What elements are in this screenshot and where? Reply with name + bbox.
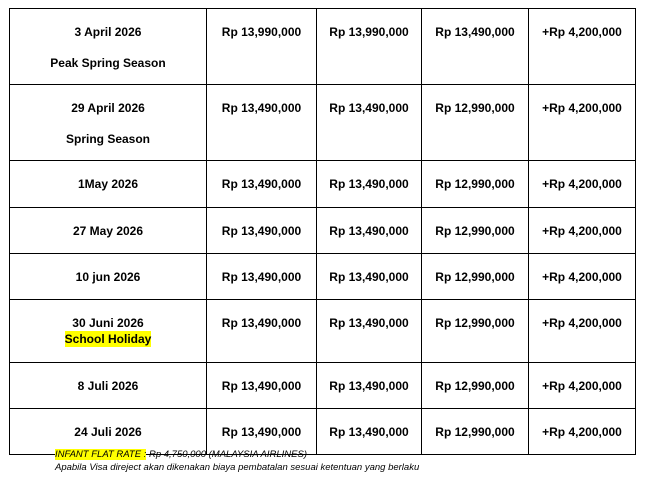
price-cell: [207, 161, 317, 208]
price-value: Rp 12,990,000: [435, 270, 515, 284]
infant-rate-note: [55, 448, 419, 461]
price-cell: [317, 85, 422, 161]
departure-date: 29 April 2026: [71, 101, 145, 115]
price-value: Rp 12,990,000: [435, 101, 515, 115]
price-cell: [422, 254, 529, 300]
price-cell: [529, 161, 636, 208]
price-cell: [422, 9, 529, 85]
price-value: Rp 13,490,000: [329, 224, 409, 238]
price-value: +Rp 4,200,000: [542, 101, 622, 115]
price-value: +Rp 4,200,000: [542, 316, 622, 330]
price-value: Rp 13,490,000: [221, 101, 302, 115]
price-cell: [529, 208, 636, 254]
price-value: Rp 13,490,000: [329, 316, 409, 330]
price-cell: [207, 300, 317, 363]
departure-date: 8 Juli 2026: [77, 379, 139, 393]
price-value: Rp 13,990,000: [221, 25, 302, 39]
table-row: [10, 161, 636, 208]
price-value: Rp 13,490,000: [329, 101, 409, 115]
table-row: [10, 300, 636, 363]
departure-date: 30 Juni 2026: [72, 316, 144, 330]
season-label: Spring Season: [65, 132, 151, 146]
price-cell: [317, 300, 422, 363]
price-cell: [207, 208, 317, 254]
departure-date: 27 May 2026: [72, 224, 144, 238]
price-value: Rp 12,990,000: [435, 224, 515, 238]
price-cell: [529, 363, 636, 409]
price-value: Rp 13,490,000: [329, 270, 409, 284]
price-value: Rp 13,490,000: [435, 25, 515, 39]
price-cell: [529, 409, 636, 455]
table-row: [10, 85, 636, 161]
date-cell: [10, 254, 207, 300]
price-cell: [317, 254, 422, 300]
price-value: +Rp 4,200,000: [542, 224, 622, 238]
price-value: Rp 13,490,000: [329, 177, 409, 191]
visa-note: Apabila Visa direject akan dikenakan biaya pembatalan sesuai ketentuan yang berlaku: [55, 462, 420, 473]
price-cell: [422, 85, 529, 161]
table-row: [10, 363, 636, 409]
price-value: Rp 13,490,000: [221, 316, 302, 330]
table-row: [10, 254, 636, 300]
date-cell: [10, 363, 207, 409]
date-cell: [10, 161, 207, 208]
date-cell: [10, 85, 207, 161]
price-value: +Rp 4,200,000: [542, 270, 622, 284]
departure-date: 3 April 2026: [74, 25, 142, 39]
price-cell: [422, 300, 529, 363]
price-cell: [207, 254, 317, 300]
price-value: Rp 13,490,000: [329, 425, 409, 439]
price-value: +Rp 4,200,000: [542, 425, 622, 439]
table-row: [10, 208, 636, 254]
price-cell: [422, 161, 529, 208]
departure-date: 1May 2026: [77, 177, 139, 191]
date-cell: [10, 9, 207, 85]
price-cell: [529, 254, 636, 300]
price-table: [9, 8, 636, 455]
price-cell: [207, 85, 317, 161]
date-cell: [10, 208, 207, 254]
price-value: Rp 13,490,000: [221, 177, 302, 191]
date-cell: [10, 300, 207, 363]
price-value: Rp 13,490,000: [221, 379, 302, 393]
price-value: Rp 13,490,000: [329, 379, 409, 393]
price-cell: [422, 363, 529, 409]
price-value: Rp 12,990,000: [435, 425, 515, 439]
price-cell: [207, 363, 317, 409]
table-row: [10, 9, 636, 85]
price-cell: [529, 85, 636, 161]
price-value: Rp 12,990,000: [435, 316, 515, 330]
departure-date: 10 jun 2026: [75, 270, 141, 284]
price-cell: [317, 363, 422, 409]
price-cell: [422, 208, 529, 254]
price-value: +Rp 4,200,000: [542, 379, 622, 393]
price-cell: [317, 9, 422, 85]
price-value: +Rp 4,200,000: [542, 177, 622, 191]
price-cell: [317, 161, 422, 208]
price-value: Rp 13,490,000: [221, 270, 302, 284]
price-cell: [317, 208, 422, 254]
infant-rate-value: Rp 4,750,000 (MALAYSIA AIRLINES): [146, 449, 308, 460]
season-label: Peak Spring Season: [50, 56, 166, 70]
price-cell: [529, 9, 636, 85]
price-value: Rp 13,990,000: [329, 25, 409, 39]
price-cell: [207, 9, 317, 85]
season-label: School Holiday: [64, 332, 152, 346]
infant-rate-label: INFANT FLAT RATE :: [55, 449, 147, 460]
price-value: Rp 12,990,000: [435, 379, 515, 393]
notes: [55, 448, 419, 474]
departure-date: 24 Juli 2026: [74, 425, 142, 439]
price-value: Rp 13,490,000: [221, 425, 302, 439]
price-cell: [422, 409, 529, 455]
price-value: Rp 13,490,000: [221, 224, 302, 238]
price-cell: [529, 300, 636, 363]
price-value: +Rp 4,200,000: [542, 25, 622, 39]
price-value: Rp 12,990,000: [435, 177, 515, 191]
